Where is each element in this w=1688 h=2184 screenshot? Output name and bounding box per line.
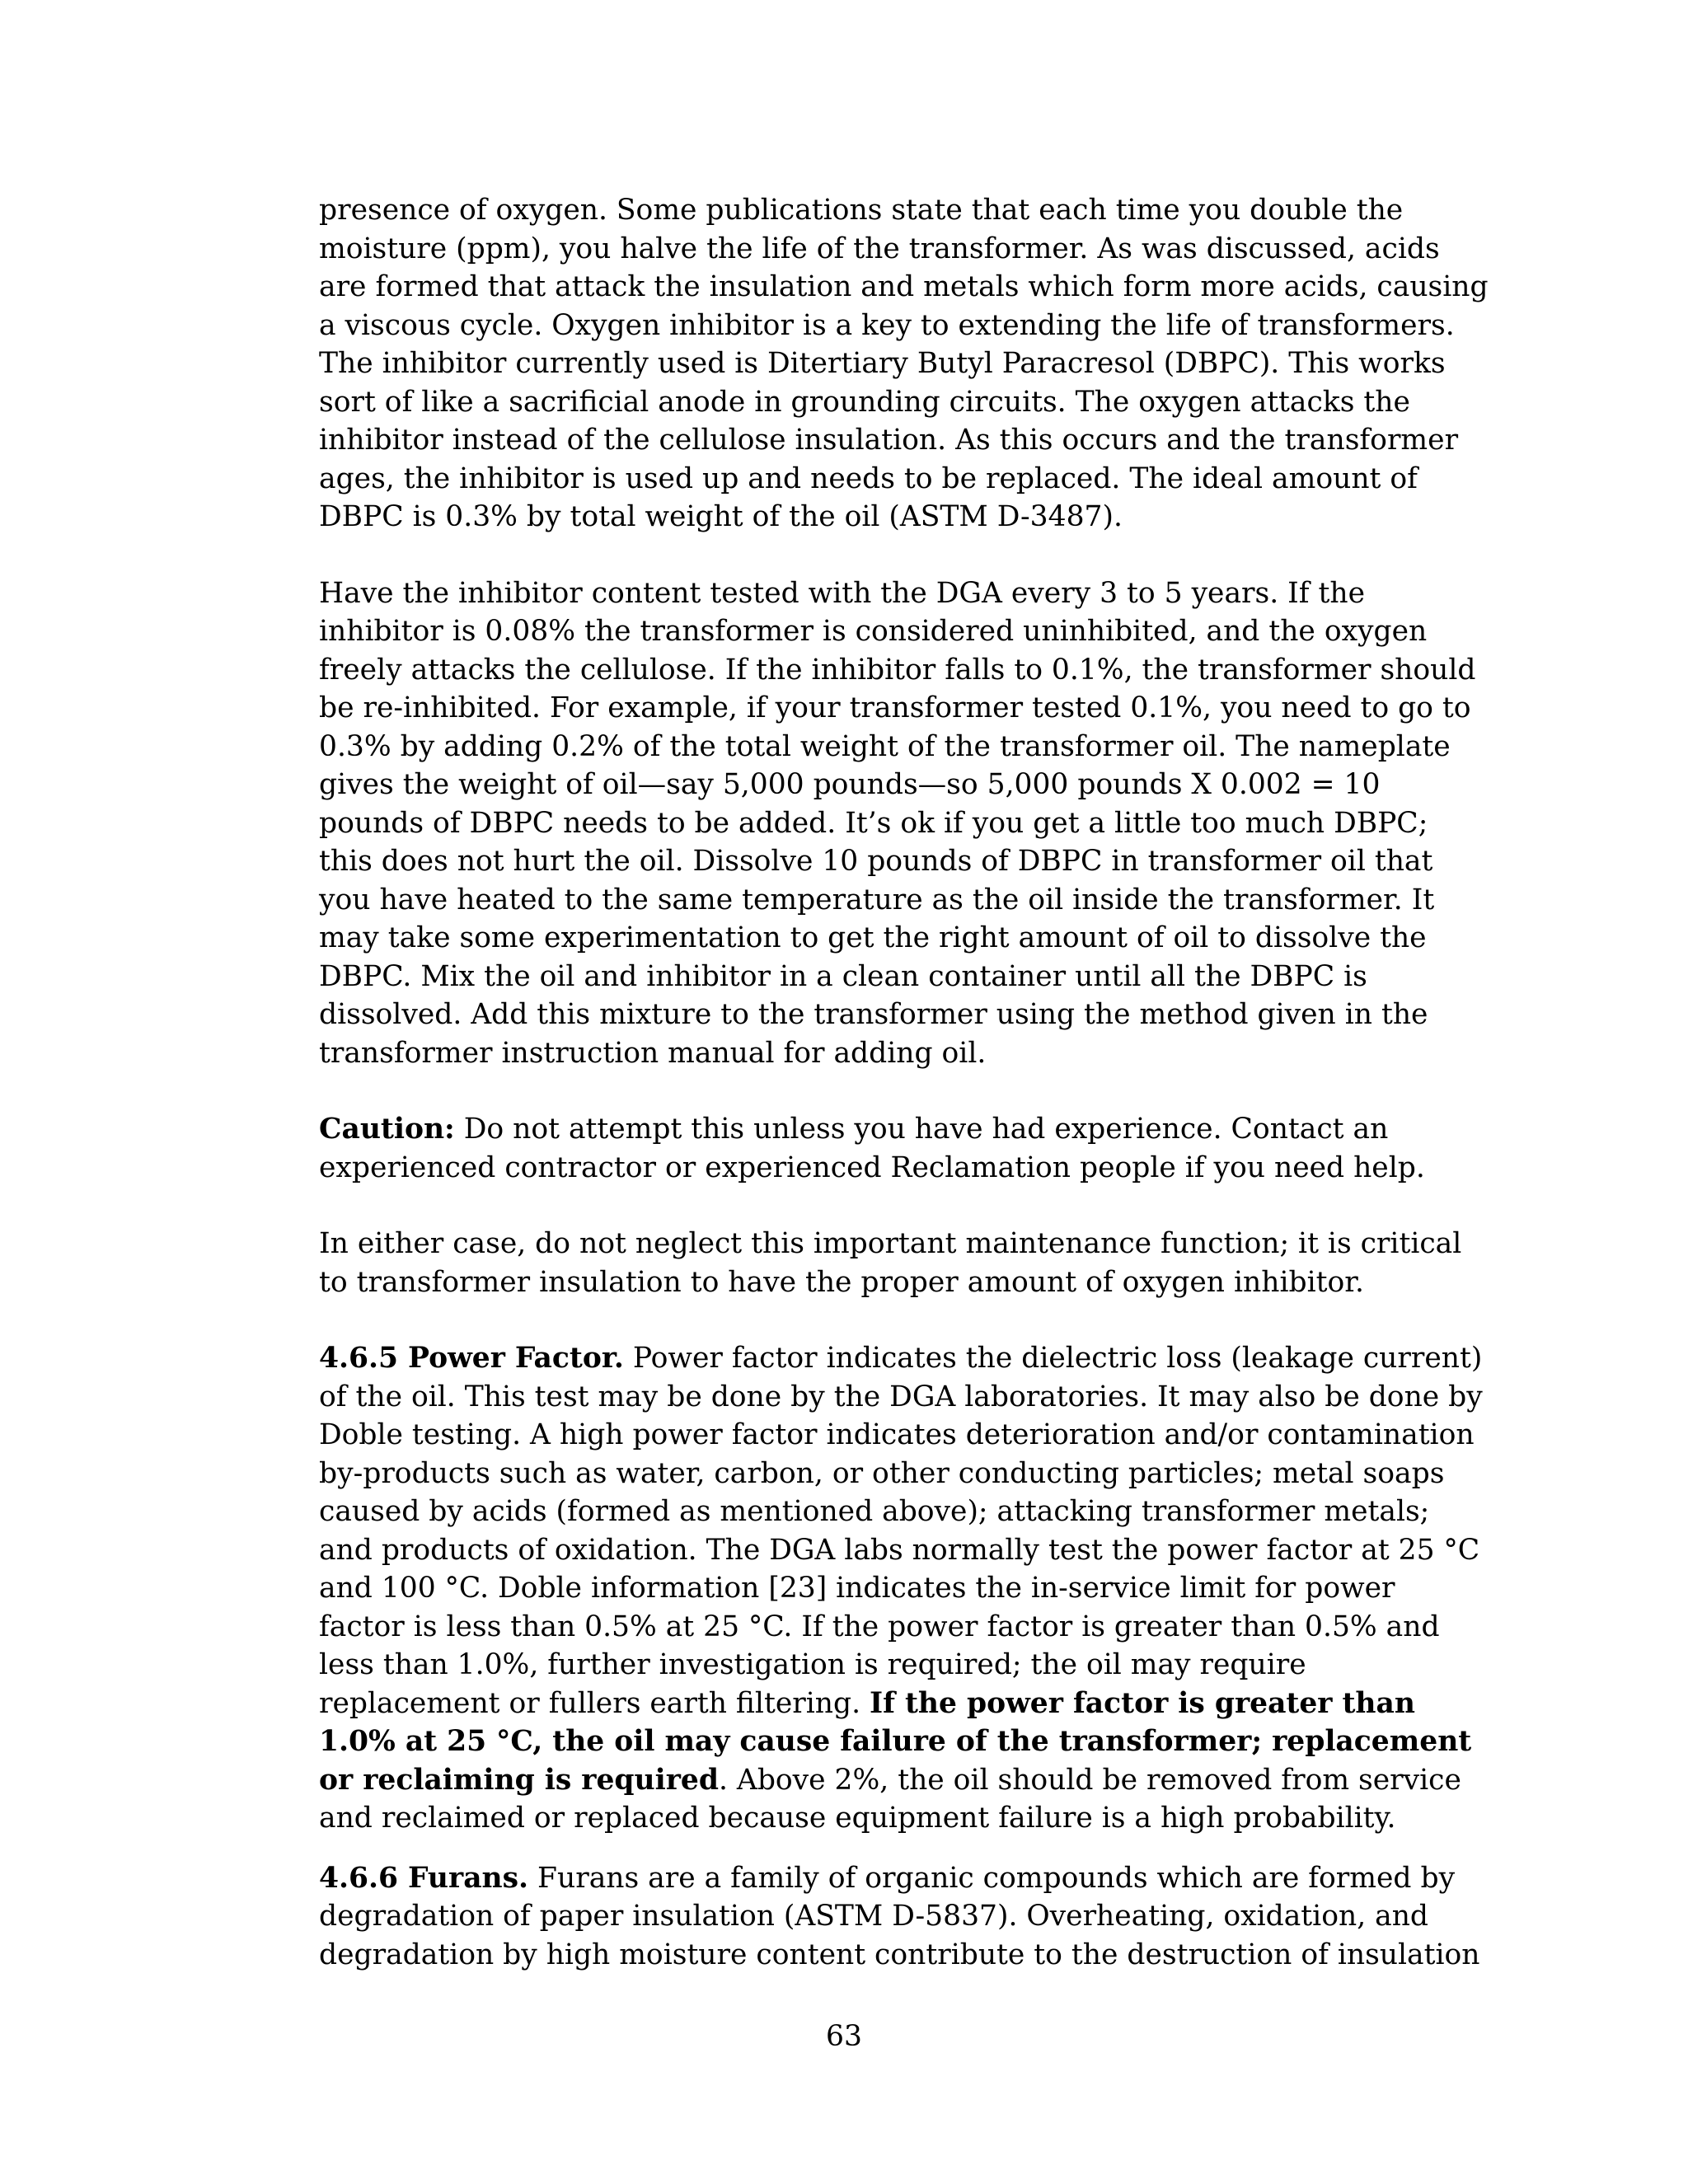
furans-heading: 4.6.6 Furans.	[319, 1861, 529, 1895]
page-number: 63	[826, 2020, 862, 2053]
power-factor-warning: If the power factor is greater than 1.0% at 25 °C, the oil may cause failure of the transformer; replacement or reclaiming is required	[319, 1686, 1472, 1797]
paragraph-oxygen-inhibitor: presence of oxygen. Some publications state that each time you double the moisture (ppm), you halve the life of the transformer. As was discussed, acids are formed that attack the insulation and metals which form more acids, causing a viscous cycle. Oxygen inhibitor is a key to extending the life of transformers. The inhibitor currently used is Ditertiary Butyl Paracresol (DBPC). This works sort of like a sacrificial anode in grounding circuits. The oxygen attacks the inhibitor instead of the cellulose insulation. As this occurs and the transformer ages, the inhibitor is used up and needs to be replaced. The ideal amount of DBPC is 0.3% by total weight of the oil (ASTM D-3487).	[319, 194, 1489, 533]
power-factor-text: Power factor indicates the dielectric loss (leakage current) of the oil. This test may be done by the DGA laboratories. It may also be done by Doble testing. A high power factor indicates deterioration and/or contamination by-products such as water, carbon, or other conducting particles; metal soaps caused by acids (formed as mentioned above); attacking transformer metals; and products of oxidation. The DGA labs normally test the power factor at 25 °C and 100 °C. Doble information [23] indicates the in-service limit for power factor is less than 0.5% at 25 °C. If the power factor is greater than 0.5% and less than 1.0%, further investigation is required; the oil may require replacement or fullers earth filtering.	[319, 1342, 1483, 1720]
furans-text: Furans are a family of organic compounds which are formed by degradation of paper insulation (ASTM D-5837). Overheating, oxidation, and degradation by high moisture content contribute to the destruction of insulation	[319, 1861, 1480, 1971]
power-factor-heading: 4.6.5 Power Factor.	[319, 1342, 624, 1375]
power-factor-text-end: . Above 2%, the oil should be removed from service and reclaimed or replaced because equipment failure is a high probability.	[319, 1763, 1461, 1835]
paragraph-caution	[319, 1110, 1489, 1187]
paragraph-inhibitor-testing: Have the inhibitor content tested with the DGA every 3 to 5 years. If the inhibitor is 0.08% the transformer is considered uninhibited, and the oxygen freely attacks the cellulose. If the inhibitor falls to 0.1%, the transformer should be re-inhibited. For example, if your transformer tested 0.1%, you need to go to 0.3% by adding 0.2% of the total weight of the transformer oil. The nameplate gives the weight of oil—say 5,000 pounds—so 5,000 pounds X 0.002 = 10 pounds of DBPC needs to be added. It’s ok if you get a little too much DBPC; this does not hurt the oil. Dissolve 10 pounds of DBPC in transformer oil that you have heated to the same temperature as the oil inside the transformer. It may take some experimentation to get the right amount of oil to dissolve the DBPC. Mix the oil and inhibitor in a clean container until all the DBPC is dissolved. Add this mixture to the transformer using the method given in the transformer instruction manual for adding oil.	[319, 576, 1476, 1070]
paragraph-maintenance-note: In either case, do not neglect this important maintenance function; it is critical to transformer insulation to have the proper amount of oxygen inhibitor.	[319, 1227, 1462, 1299]
caution-label: Caution:	[319, 1113, 455, 1146]
caution-text: Do not attempt this unless you have had experience. Contact an experienced contractor or experienced Reclamation people if you need help.	[319, 1113, 1425, 1184]
document-body	[319, 191, 1489, 1974]
section-power-factor	[319, 1339, 1489, 1838]
section-furans	[319, 1859, 1489, 1975]
